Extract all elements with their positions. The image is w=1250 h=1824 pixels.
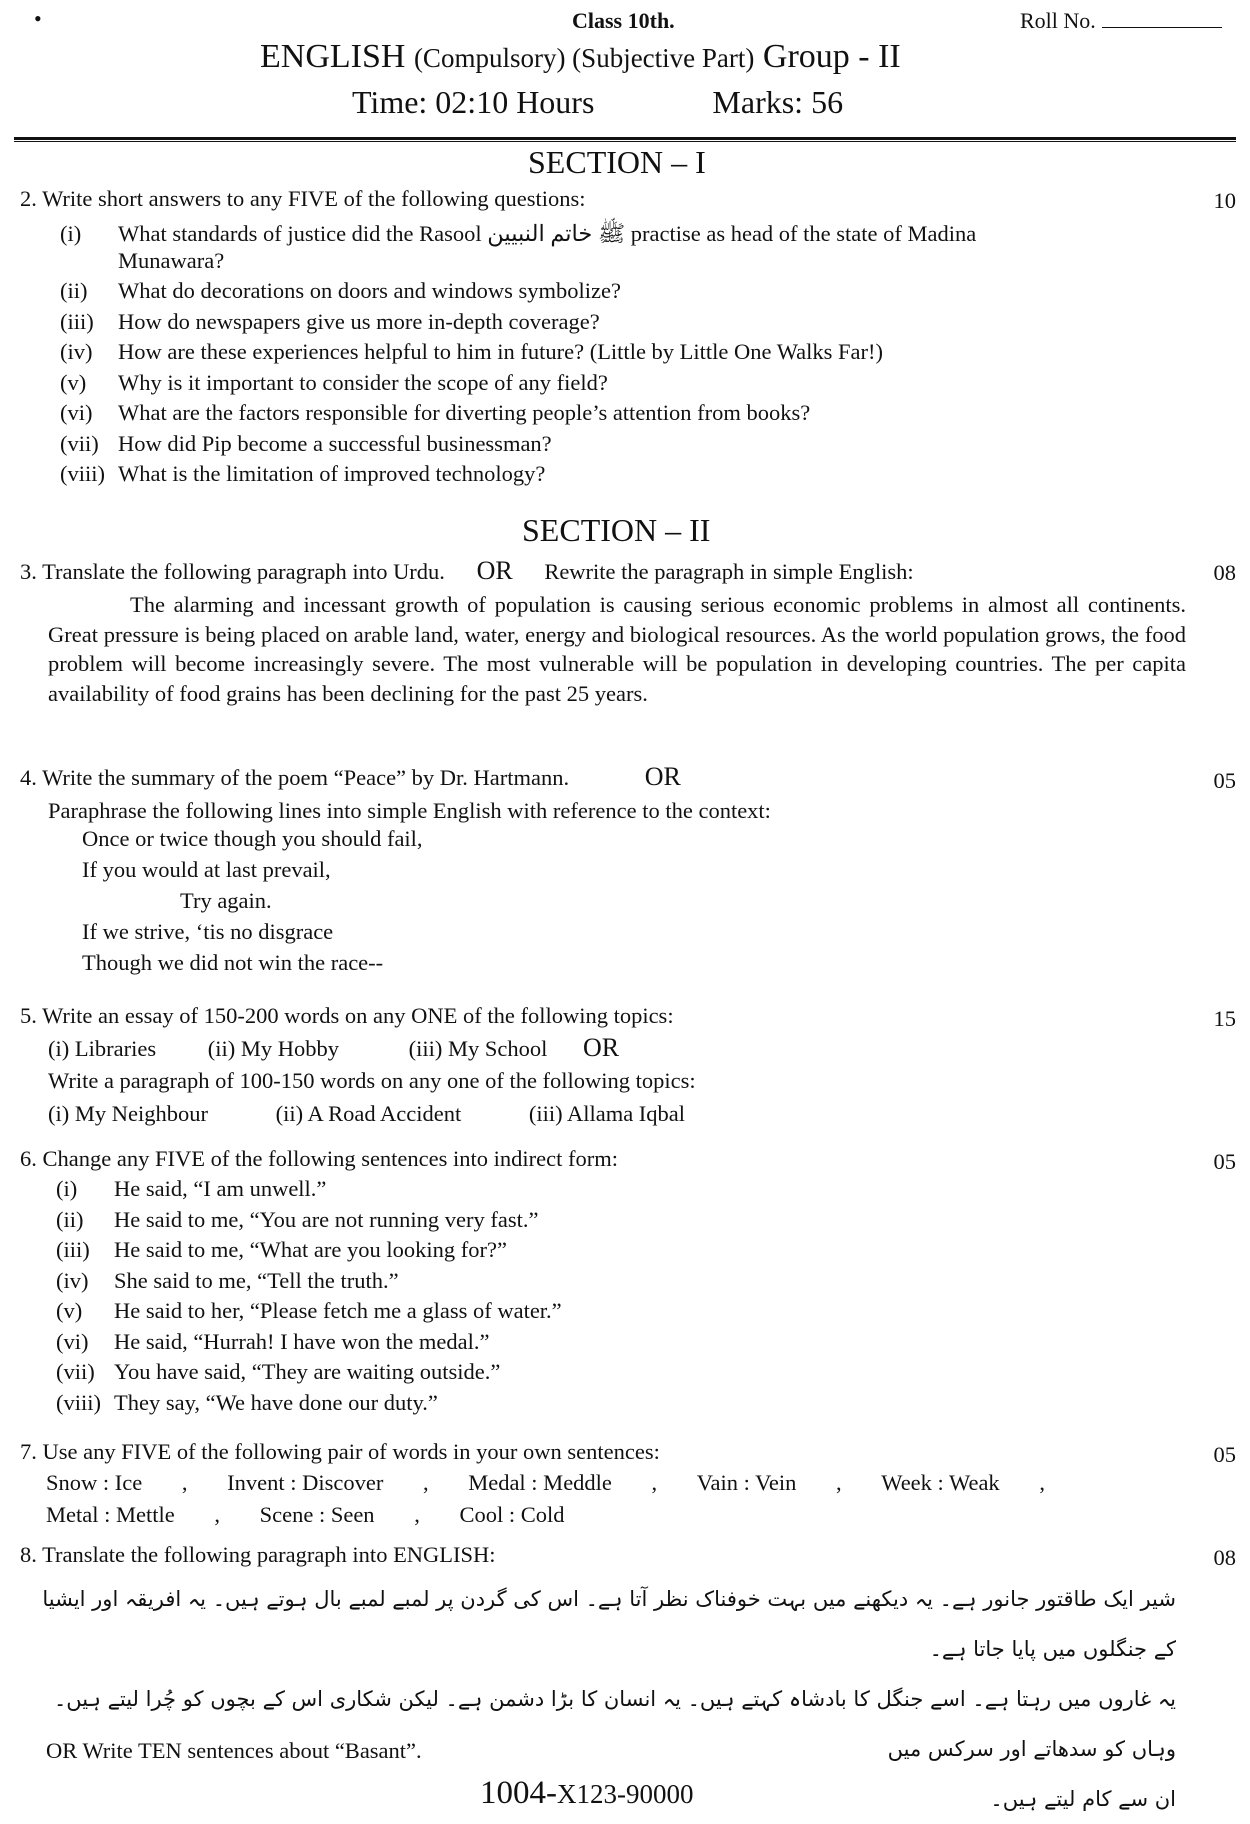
q7-word-pairs-2: Metal : Mettle , Scene : Seen , Cool : Cold	[46, 1502, 565, 1527]
q6-prompt: 6. Change any FIVE of the following sentences into indirect form:	[20, 1146, 618, 1171]
word-pair: Vain : Vein	[696, 1470, 797, 1495]
list-item: Munawara?	[118, 247, 225, 273]
q5-alt-prompt: Write a paragraph of 100-150 words on any one of the following topics:	[48, 1068, 696, 1093]
poem-line: Once or twice though you should fail,	[82, 826, 423, 851]
time-marks-line	[352, 84, 843, 121]
q2-list	[60, 219, 1120, 490]
title-subject: ENGLISH	[260, 38, 406, 75]
q7-word-pairs-1: Snow : Ice , Invent : Discover , Medal : Meddle , Vain : Vein , Week : Weak ,	[46, 1470, 1045, 1495]
or-label: OR	[476, 556, 513, 585]
roll-input-line[interactable]	[1102, 9, 1222, 28]
word-pair: Invent : Discover	[227, 1470, 384, 1495]
or-label: OR	[582, 1033, 620, 1062]
list-item: (i) What standards of justice did the Rasool ﷺ خاتم النبیین practise as head of the state of Madina	[60, 221, 977, 246]
roll-number	[1020, 8, 1222, 34]
q2-prompt: 2. Write short answers to any FIVE of the following questions:	[20, 186, 586, 211]
list-item: (ii) What do decorations on doors and windows symbolize?	[60, 278, 622, 303]
list-item: (vii) You have said, “They are waiting outside.”	[56, 1359, 501, 1384]
or-label: OR	[644, 762, 681, 791]
paper-code: 1004-X123-90000	[480, 1775, 694, 1811]
q6-list	[56, 1174, 562, 1418]
q5-topics-1: (i) Libraries (ii) My Hobby (iii) My School OR	[48, 1033, 620, 1062]
q6-marks: 05	[1213, 1149, 1236, 1174]
poem-line: If we strive, ‘tis no disgrace	[82, 919, 334, 944]
section-2-heading: SECTION – II	[522, 512, 711, 548]
list-item: (iii) How do newspapers give us more in-depth coverage?	[60, 308, 600, 334]
list-item: (iii) He said to me, “What are you looking for?”	[56, 1237, 507, 1262]
header-rule	[14, 137, 1236, 140]
roll-label: Roll No.	[1020, 8, 1096, 33]
q4-alt-prompt: Paraphrase the following lines into simple English with reference to the context:	[48, 798, 771, 823]
poem-line: Try again.	[180, 888, 272, 913]
q7-prompt: 7. Use any FIVE of the following pair of words in your own sentences:	[20, 1439, 660, 1464]
q8-marks: 08	[1213, 1545, 1236, 1570]
poem-line: If you would at last prevail,	[82, 857, 331, 882]
q8-prompt: 8. Translate the following paragraph into ENGLISH:	[20, 1542, 496, 1567]
paper-title	[260, 38, 901, 76]
list-item: (i) He said, “I am unwell.”	[56, 1176, 327, 1201]
q3-marks: 08	[1213, 560, 1236, 585]
q5-prompt: 5. Write an essay of 150-200 words on any ONE of the following topics:	[20, 1003, 674, 1028]
list-item: (iv) She said to me, “Tell the truth.”	[56, 1267, 399, 1293]
title-group: Group - II	[762, 38, 901, 75]
q5-topics-2: (i) My Neighbour (ii) A Road Accident (iii) Allama Iqbal	[48, 1101, 686, 1126]
list-item: (vi) What are the factors responsible for diverting people’s attention from books?	[60, 400, 811, 425]
q4-marks: 05	[1213, 768, 1236, 793]
time-label: Time: 02:10 Hours	[352, 84, 595, 120]
q2-marks: 10	[1213, 188, 1236, 213]
urdu-line: شیر ایک طاقتور جانور ہے۔ یہ دیکھنے میں بہت خوفناک نظر آتا ہے۔ اس کی گردن پر لمبے لمبے بال ہوتے ہیں۔ یہ افریقہ اور ایشیا کے جنگلوں میں پایا جاتا ہے۔	[42, 1587, 1176, 1661]
word-pair: Week : Weak	[881, 1470, 1000, 1495]
title-parts: (Compulsory) (Subjective Part)	[413, 43, 755, 73]
word-pair: Cool : Cold	[459, 1502, 565, 1527]
q8-alternative: OR Write TEN sentences about “Basant”.	[46, 1738, 422, 1763]
word-pair: Metal : Mettle	[46, 1502, 175, 1527]
q5-marks: 15	[1213, 1006, 1236, 1031]
header-rule-thin	[14, 141, 1236, 142]
q3-paragraph: The alarming and incessant growth of population is causing serious economic problems in almost all continents. Great pressure is being placed on arable land, water, energy and biological resources. As the world population grows, the food problem will become increasingly severe. The most vulnerable will be population in developing countries. The per capita availability of food grains has been declining for the past 25 years.	[48, 592, 1186, 706]
list-item: (v) He said to her, “Please fetch me a glass of water.”	[56, 1298, 562, 1323]
word-pair: Medal : Meddle	[468, 1470, 612, 1495]
total-marks: Marks: 56	[712, 84, 844, 120]
list-item: (viii) What is the limitation of improved technology?	[60, 461, 546, 486]
class-label: Class 10th.	[572, 8, 675, 33]
q4-prompt: 4. Write the summary of the poem “Peace” by Dr. Hartmann. OR	[20, 762, 681, 791]
poem-line: Though we did not win the race--	[82, 950, 384, 975]
section-1-heading: SECTION – I	[528, 144, 706, 180]
urdu-line: ان سے کام لیتے ہیں۔	[990, 1787, 1176, 1811]
list-item: (v) Why is it important to consider the scope of any field?	[60, 369, 608, 395]
word-pair: Scene : Seen	[259, 1502, 375, 1527]
list-item: (viii) They say, “We have done our duty.”	[56, 1389, 438, 1415]
list-item: (iv) How are these experiences helpful to him in future? (Little by Little One Walks Far!)	[60, 339, 884, 364]
poem-lines	[82, 825, 423, 977]
word-pair: Snow : Ice	[46, 1470, 143, 1495]
bullet-mark: •	[34, 6, 42, 31]
list-item: (vi) He said, “Hurrah! I have won the medal.”	[56, 1328, 490, 1354]
list-item: (ii) He said to me, “You are not running very fast.”	[56, 1206, 539, 1232]
urdu-line: یہ غاروں میں رہتا ہے۔ اسے جنگل کا بادشاہ کہتے ہیں۔ یہ انسان کا بڑا دشمن ہے۔ لیکن شکاری اس کے بچوں کو چُرا لیتے ہیں۔ وہاں کو سدھاتے اور سرکس میں	[53, 1687, 1176, 1761]
q7-marks: 05	[1213, 1442, 1236, 1467]
q3-prompt: 3. Translate the following paragraph into Urdu. OR Rewrite the paragraph in simple English:	[20, 556, 914, 585]
list-item: (vii) How did Pip become a successful businessman?	[60, 430, 552, 456]
